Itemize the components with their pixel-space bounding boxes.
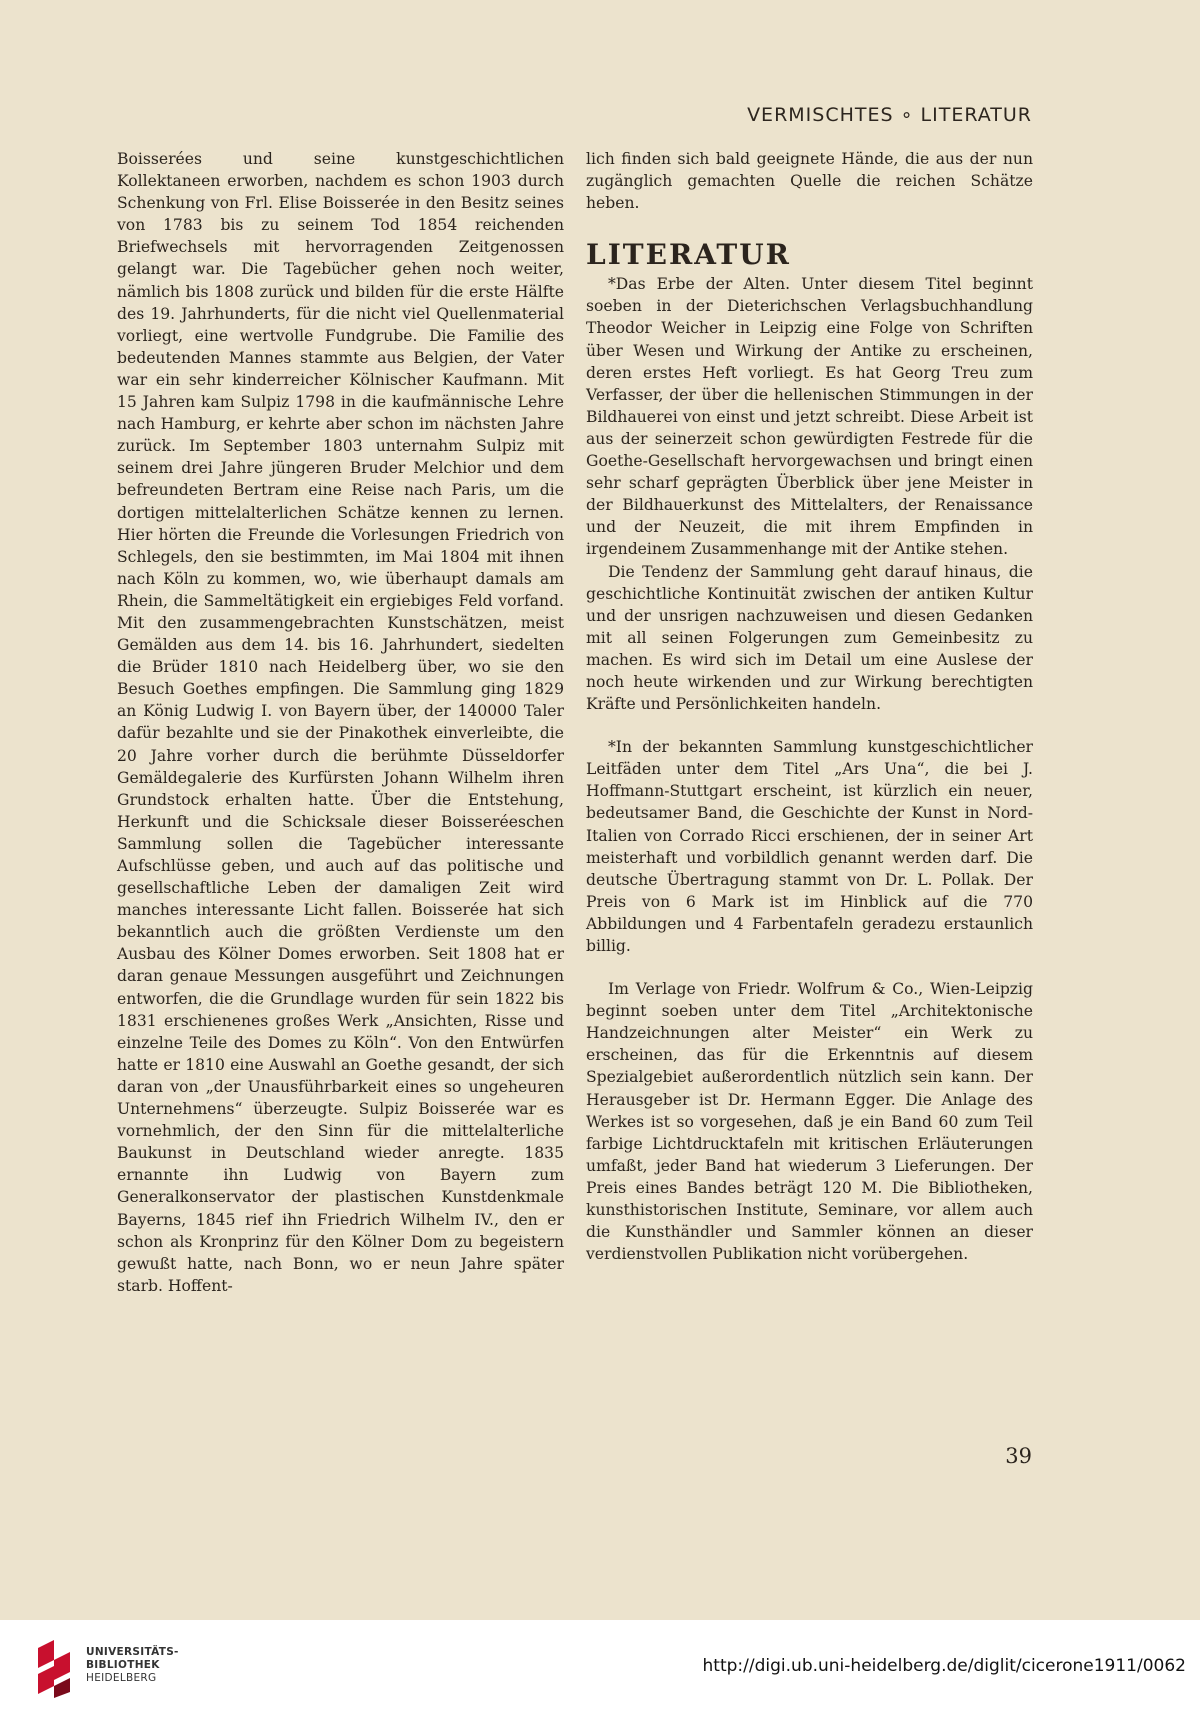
page-number: 39	[1005, 1444, 1032, 1468]
permalink-url[interactable]: http://digi.ub.uni-heidelberg.de/diglit/cicerone1911/0062	[702, 1656, 1186, 1676]
library-name-line-2: BIBLIOTHEK	[86, 1659, 160, 1671]
section-title-literatur: LITERATUR	[586, 238, 791, 272]
right-column	[586, 148, 1033, 1265]
article-paragraph-continuation: lich finden sich bald geeignete Hände, die aus der nun zugänglich gemachten Quelle die reichen Schätze heben.	[586, 150, 1033, 213]
review-handzeichnungen: Im Verlage von Friedr. Wolfrum & Co., Wien-Leipzig beginnt soeben unter dem Titel „Architektonische Handzeichnungen alter Meister“ ein Werk zu erscheinen, das für die Erkenntnis auf diesem Spezialgebiet außerordentlich nützlich sein kann. Der Herausgeber ist Dr. Hermann Egger. Die Anlage des Werkes ist so vorgesehen, daß je ein Band 60 zum Teil farbige Lichtdrucktafeln mit kritischen Erläuterungen umfaßt, jeder Band hat wiederum 3 Lieferungen. Der Preis eines Bandes beträgt 120 M. Die Bibliotheken, kunsthistorischen Institute, Seminare, vor allem auch die Kunsthändler und Sammler können an dieser verdienstvollen Publikation nicht vorübergehen.	[586, 980, 1033, 1264]
review-tendenz: Die Tendenz der Sammlung geht darauf hinaus, die geschichtliche Kontinuität zwischen der antiken Kultur und der unsrigen nachzuweisen und diesen Gedanken mit all seinen Folgerungen zum Gemeinbesitz zu machen. Es wird sich im Detail um eine Auslese der noch heute wirkenden und zur Wirkung berechtigten Kräfte und Persönlichkeiten handeln.	[586, 562, 1033, 714]
running-head: VERMISCHTES ∘ LITERATUR	[747, 104, 1032, 126]
library-name	[86, 1646, 179, 1685]
review-erbe-der-alten: *Das Erbe der Alten. Unter diesem Titel beginnt soeben in der Dieterichschen Verlagsbuchhandlung Theodor Weicher in Leipzig eine Folge von Schriften über Wesen und Wirkung der Antike zu erscheinen, deren erstes Heft vorliegt. Es hat Georg Treu zum Verfasser, der über die hellenischen Stimmungen in der Bildhauerei von einst und jetzt schreibt. Diese Arbeit ist aus der seinerzeit schon gewürdigten Festrede für die Goethe-Gesellschaft hervorgewachsen und bringt einen sehr scharf geprägten Überblick über jene Meister in der Bildhauerkunst des Mittelalters, der Renaissance und der Neuzeit, die mit ihrem Empfinden in irgendeinem Zusammenhange mit der Antike stehen.	[586, 275, 1033, 559]
library-name-line-1: UNIVERSITÄTS-	[86, 1646, 179, 1658]
university-library-logo-icon	[34, 1640, 74, 1698]
library-name-line-3: HEIDELBERG	[86, 1672, 157, 1684]
article-paragraph-boisseree: Boisserées und seine kunstgeschichtlichen Kollektaneen erworben, nachdem es schon 1903 durch Schenkung von Frl. Elise Boisserée in den Besitz seines von 1783 bis zu seinem Tod 1854 reichenden Briefwechsels mit hervorragenden Zeitgenossen gelangt war. Die Tagebücher gehen noch weiter, nämlich bis 1808 zurück und bilden für die erste Hälfte des 19. Jahrhunderts, für die nicht viel Quellenmaterial vorliegt, eine wertvolle Fundgrube. Die Familie des bedeutenden Mannes stammte aus Belgien, der Vater war ein sehr kinderreicher Kölnischer Kaufmann. Mit 15 Jahren kam Sulpiz 1798 in die kaufmännische Lehre nach Hamburg, er kehrte aber schon im nächsten Jahre zurück. Im September 1803 unternahm Sulpiz mit seinem drei Jahre jüngeren Bruder Melchior und dem befreundeten Bertram eine Reise nach Paris, um die dortigen mittelalterlichen Schätze kennen zu lernen. Hier hörten die Freunde die Vorlesungen Friedrich von Schlegels, den sie bestimmten, im Mai 1804 mit ihnen nach Köln zu kommen, wo, wie überhaupt damals am Rhein, die Sammeltätigkeit ein ergiebiges Feld vorfand. Mit den zusammengebrachten Kunstschätzen, meist Gemälden aus dem 14. bis 16. Jahrhundert, siedelten die Brüder 1810 nach Heidelberg über, wo sie den Besuch Goethes empfingen. Die Sammlung ging 1829 an König Ludwig I. von Bayern über, der 140000 Taler dafür bezahlte und sie der Pinakothek einverleibte, die 20 Jahre vorher durch die berühmte Düsseldorfer Gemäldegalerie des Kurfürsten Johann Wilhelm ihren Grundstock erhalten hatte. Über die Entstehung, Herkunft und die Schicksale dieser Boisseréeschen Sammlung sollen die Tagebücher interessante Aufschlüsse geben, und auch auf das politische und gesellschaftliche Leben der damaligen Zeit wird manches interessante Licht fallen. Boisserée hat sich bekanntlich auch die größten Verdienste um den Ausbau des Kölner Domes erworben. Seit 1808 hat er daran genaue Messungen ausgeführt und Zeichnungen entworfen, die die Grundlage wurden für sein 1822 bis 1831 erschienenes großes Werk „Ansichten, Risse und einzelne Teile des Domes zu Köln“. Von den Entwürfen hatte er 1810 eine Auswahl an Goethe gesandt, der sich daran von „der Unausführbarkeit eines so ungeheuren Unternehmens“ überzeugte. Sulpiz Boisserée war es vornehmlich, der den Sinn für die mittelalterliche Baukunst in Deutschland wieder anregte. 1835 ernannte ihn Ludwig von Bayern zum Generalkonservator der plastischen Kunstdenkmale Bayerns, 1845 rief ihn Friedrich Wilhelm IV., den er schon als Kronprinz für den Kölner Dom zu begeistern gewußt hatte, nach Bonn, wo er neun Jahre später starb. Hoffent-	[117, 150, 564, 1295]
review-ars-una: *In der bekannten Sammlung kunstgeschichtlicher Leitfäden unter dem Titel „Ars Una“, die bei J. Hoffmann-Stuttgart erscheint, ist kürzlich ein neuer, bedeutsamer Band, die Geschichte der Kunst in Nord-Italien von Corrado Ricci erschienen, der in seiner Art meisterhaft und vorbildlich genannt werden darf. Die deutsche Übertragung stammt von Dr. L. Pollak. Der Preis von 6 Mark ist im Hinblick auf die 770 Abbildungen und 4 Farbentafeln geradezu erstaunlich billig.	[586, 738, 1033, 955]
left-column	[117, 148, 564, 1297]
footer-bar	[0, 1620, 1200, 1719]
